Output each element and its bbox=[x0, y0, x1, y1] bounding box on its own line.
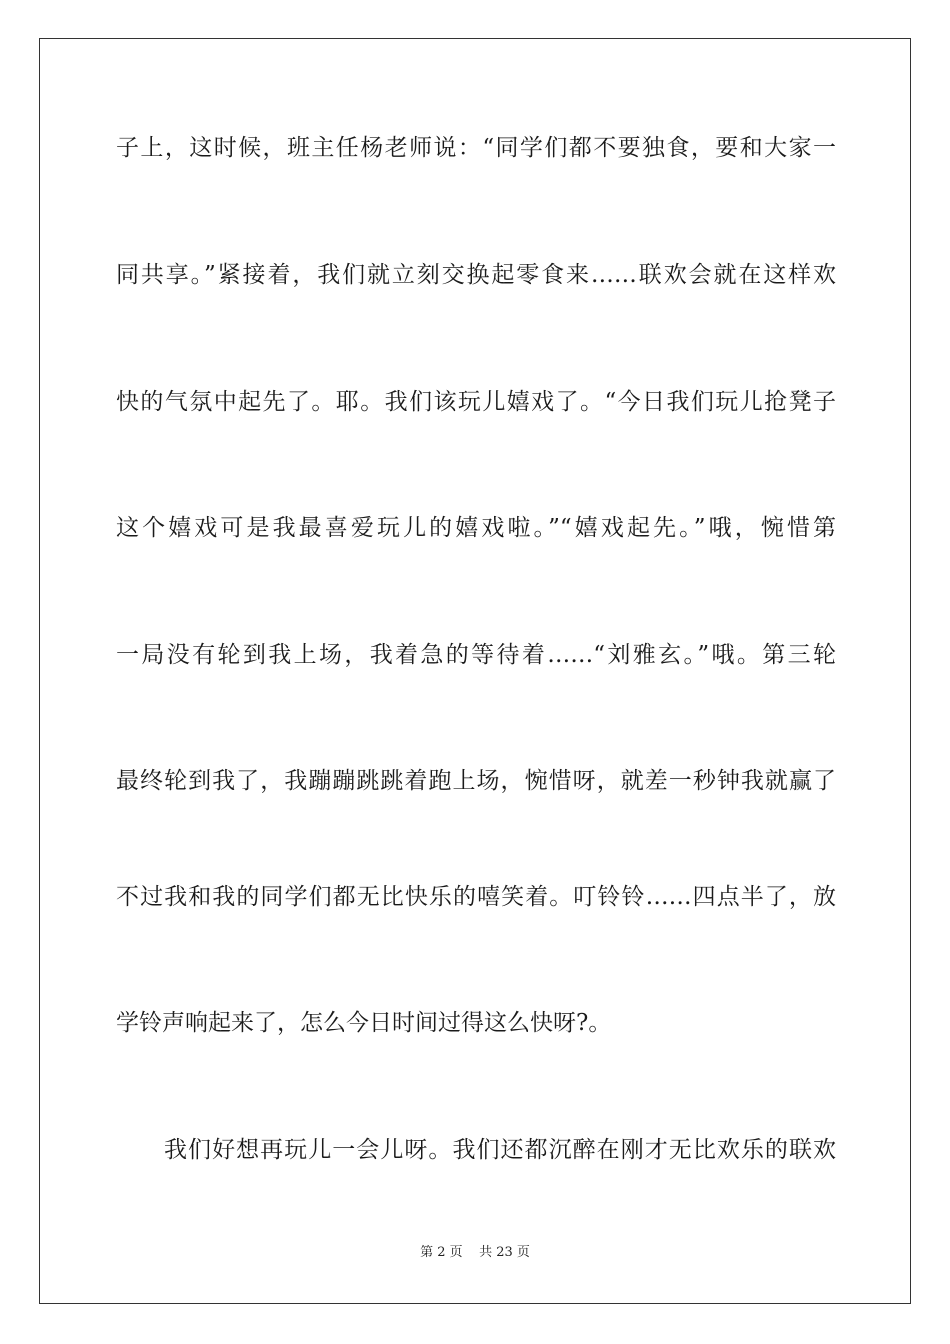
text-line: 不过我和我的同学们都无比快乐的嘻笑着。叮铃铃……四点半了，放 bbox=[116, 884, 836, 910]
text-line: 学铃声响起来了，怎么今日时间过得这么快呀?。 bbox=[116, 1010, 612, 1036]
paragraph-first-line: 我们好想再玩儿一会儿呀。我们还都沉醉在刚才无比欢乐的联欢 bbox=[164, 1137, 836, 1163]
text-line: 子上，这时候，班主任杨老师说：“同学们都不要独食，要和大家一 bbox=[116, 135, 836, 161]
page-number: 第 2 页 共 23 页 bbox=[420, 1245, 530, 1260]
text-line: 最终轮到我了，我蹦蹦跳跳着跑上场，惋惜呀，就差一秒钟我就赢了 bbox=[116, 768, 836, 794]
text-line: 同共享。”紧接着，我们就立刻交换起零食来……联欢会就在这样欢 bbox=[116, 262, 836, 288]
text-line: 快的气氛中起先了。耶。我们该玩儿嬉戏了。“今日我们玩儿抢凳子 bbox=[116, 389, 836, 415]
text-line: 一局没有轮到我上场，我着急的等待着……“刘雅玄。”哦。第三轮 bbox=[116, 642, 836, 668]
text-line: 这个嬉戏可是我最喜爱玩儿的嬉戏啦。”“嬉戏起先。”哦，惋惜第 bbox=[116, 515, 836, 541]
